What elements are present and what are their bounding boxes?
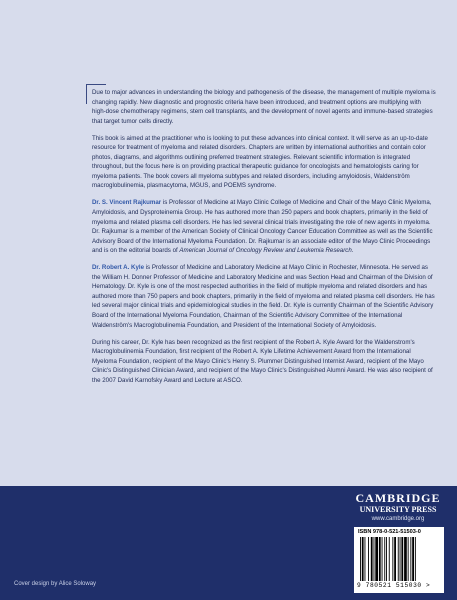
- rajkumar-bio-text: is Professor of Medicine at Mayo Clinic College of Medicine and Chair of the Mayo Clinic Myeloma, Amyloidosis, and Dysproteinemia Group. He has authored more than 250 papers and book chapters, primarily in the field of myeloma and related plasma cell disorders. He has led several clinical trials investigating the role of new agents in myeloma. Dr. Rajkumar is a member of the American Society of Clinical Oncology Cancer Education Committee as well as the Scientific Advisory Board of the International Myeloma Foundation. Dr. Rajkumar is an associate editor of the Mayo Clinic Proceedings and is on the editorial boards of: [92, 199, 433, 255]
- barcode-number: 9 780521 515030 >: [357, 582, 431, 589]
- barcode-icon: [360, 537, 440, 581]
- rajkumar-bio: [92, 198, 436, 255]
- rajkumar-name: Dr. S. Vincent Rajkumar: [92, 199, 162, 207]
- publisher-name-line2: UNIVERSITY PRESS: [359, 505, 437, 514]
- rajkumar-bio-end: .: [351, 247, 354, 255]
- intro-paragraph: Due to major advances in understanding the biology and pathogenesis of the disease, the management of multiple myeloma is changing rapidly. New diagnostic and prognostic criteria have been introduced, and treatment options are multiplying with high-dose chemotherapy regimens, stem cell transplants, and the development of novel agents and immune-based strategies that target tumor cells directly.: [92, 89, 436, 125]
- corner-rule-vertical: [86, 84, 87, 104]
- barcode-panel: [354, 527, 444, 593]
- kyle-bio: [92, 263, 436, 330]
- isbn-text: ISBN 978-0-521-51503-0: [358, 529, 421, 535]
- corner-rule-horizontal: [86, 84, 106, 85]
- cover-design-credit: Cover design by Alice Soloway: [14, 581, 97, 587]
- kyle-name: Dr. Robert A. Kyle: [92, 264, 144, 272]
- publisher-logo: [352, 492, 444, 524]
- publisher-url: www.cambridge.org: [371, 516, 425, 522]
- rajkumar-journals: American Journal of Oncology Review and Leukemia Research: [179, 247, 352, 255]
- back-cover-blurb: [92, 88, 436, 393]
- aim-paragraph: This book is aimed at the practitioner who is looking to put these advances into clinical context. It will serve as an up-to-date resource for treatment of myeloma and related disorders. Chapters are written by international authorities and contain color photos, diagrams, and algorithms outlining preferred treatment strategies. Relevant scientific information is integrated throughout, but the focus here is on providing practical therapeutic guidance for oncologists and hematologists caring for myeloma patients. The book covers all myeloma subtypes and related disorders, including amyloidosis, Waldenström macroglobulinemia, plasmacytoma, MGUS, and POEMS syndrome.: [92, 134, 428, 190]
- publisher-name-line1: CAMBRIDGE: [355, 491, 441, 505]
- kyle-bio-text: is Professor of Medicine and Laboratory Medicine at Mayo Clinic in Rochester, Minnesota. He served as the William H. Donner Professor of Medicine and Laboratory Medicine and was Section Head and Chairman of the Division of Hematology. Dr. Kyle is one of the most respected authorities in the field of multiple myeloma and related disorders and has authored more than 750 papers and book chapters, primarily in the field of myeloma and related plasma cell disorders. He has led several major clinical trials and epidemiological studies in the field. Dr. Kyle is currently Chairman of the Scientific Advisory Board of the International Myeloma Foundation, Chairman of the Scientific Advisory Committee of the International Waldenström's Macroglobulinemia Foundation, and President of the International Society of Amyloidosis.: [92, 264, 435, 329]
- awards-paragraph: During his career, Dr. Kyle has been recognized as the first recipient of the Robert A. Kyle Award for the Waldenstrom's Macroglobulinemia Foundation, first recipient of the Robert A. Kyle Lifetime Achievement Award from the International Myeloma Foundation, recipient of the Mayo Clinic's Henry S. Plummer Distinguished Internist Award, recipient of the Mayo Clinic's Distinguished Clinician Award, and recipient of the Mayo Clinic's Distinguished Alumni Award. He was also recipient of the 2007 David Karnofsky Award and Lecture at ASCO.: [92, 338, 433, 384]
